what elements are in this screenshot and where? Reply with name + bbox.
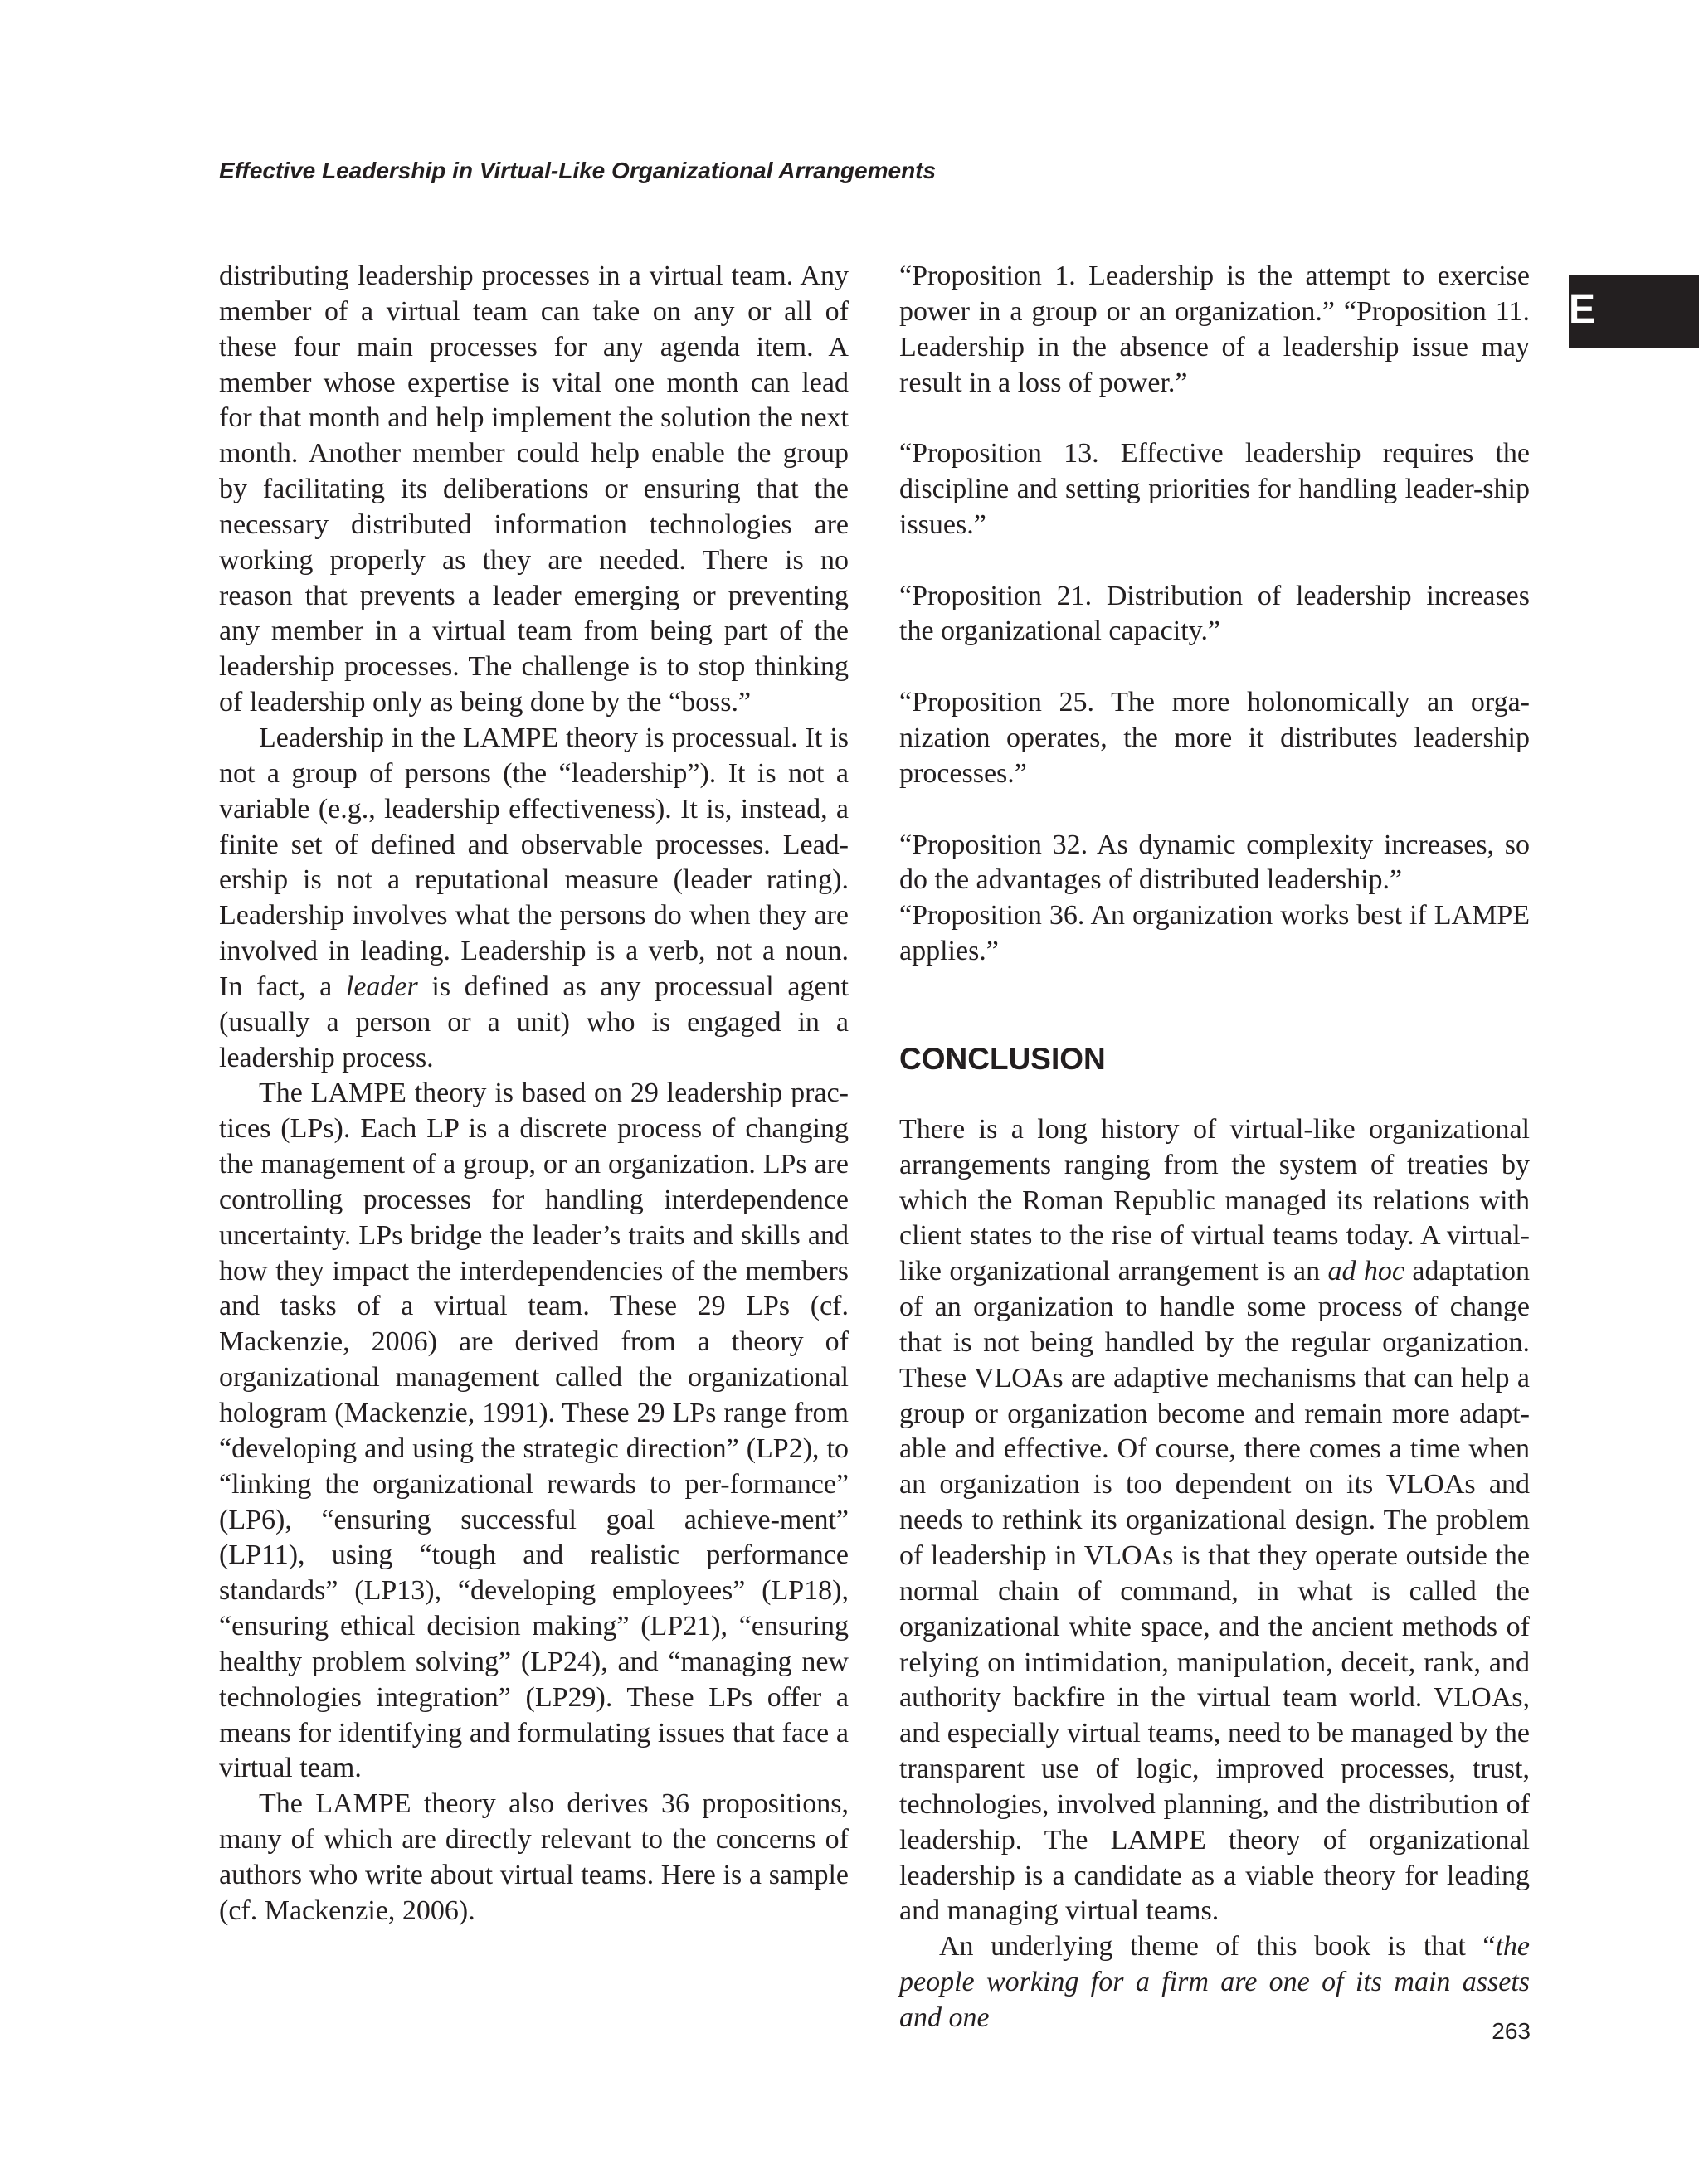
text-run: Leadership in the LAMPE theory is processual. It is not a group of persons (the “leadership”). It is not a variable (e.g., leadership effectiveness). It is, instead, a finite set of defined and observable processes. Lead-ership is not a reputational measure (leader rating). Leadership involves what the persons do when they are involved in leading. Leadership is a verb, not a noun. In fact, a — [219, 722, 849, 1002]
proposition-quote: “Proposition 32. As dynamic complexity increases, so do the advantages of distributed leadership.” — [899, 829, 1530, 896]
italic-quote: the people working for a firm are one of its main assets and one — [899, 1931, 1530, 2033]
section-heading: CONCLUSION — [899, 1041, 1106, 1076]
body-paragraph — [899, 1929, 1530, 2036]
italic-term: leader — [345, 970, 418, 1002]
proposition-quote: “Proposition 36. An organization works best if LAMPE applies.” — [899, 900, 1530, 967]
proposition-quote: “Proposition 13. Effective leadership requires the discipline and setting priorities for handling leader-ship issues.” — [899, 438, 1530, 540]
body-paragraph: The LAMPE theory is based on 29 leadership prac-tices (LPs). Each LP is a discrete process of changing the management of a group, or an organization. LPs are controlling processes for handling interdependence uncertainty. LPs bridge the leader’s traits and skills and how they impact the interdependencies of the members and tasks of a virtual team. These 29 LPs (cf. Mackenzie, 2006) are derived from a theory of organizational management called the organizational hologram (Mackenzie, 1991). These 29 LPs range from “developing and using the strategic direction” (LP2), to “linking the organizational rewards to per-formance” (LP6), “ensuring successful goal achieve-ment” (LP11), using “tough and realistic performance standards” (LP13), “developing employees” (LP18), “ensuring ethical decision making” (LP21), “ensuring healthy problem solving” (LP24), and “managing new technologies integration” (LP29). These LPs offer a means for identifying and formulating issues that face a virtual team. — [219, 1077, 849, 1784]
text-run: There is a long history of virtual-like organizational arrangements ranging from the system of treaties by which the Roman Republic managed its relations with client states to the rise of virtual teams today. A virtual-like organizational arrangement is an — [899, 1113, 1530, 1287]
text-run: adaptation of an organization to handle some process of change that is not being handled by the regular organization. These VLOAs are adaptive mechanisms that can help a group or organization become and remain more adapt-able and effective. Of course, there comes a time when an organization is too dependent on its VLOAs and needs to rethink its organizational design. The problem of leadership in VLOAs is that they operate outside the normal chain of command, in what is called the organizational white space, and the ancient methods of relying on intimidation, manipulation, deceit, rank, and authority backfire in the virtual team world. VLOAs, and especially virtual teams, need to be managed by the transparent use of logic, improved processes, trust, technologies, involved planning, and the distribution of leadership. The LAMPE theory of organizational leadership is a candidate as a viable theory for leading and managing virtual teams. — [899, 1256, 1530, 1927]
section-tab-marker — [1569, 275, 1699, 348]
body-paragraph: distributing leadership processes in a virtual team. Any member of a virtual team can take on any or all of these four main processes for any agenda item. A member whose expertise is vital one month can lead for that month and help implement the solution the next month. Another member could help enable the group by facilitating its deliberations or ensuring that the necessary distributed information technologies are working properly as they are needed. There is no reason that prevents a leader emerging or preventing any member in a virtual team from being part of the leadership processes. The challenge is to stop thinking of leadership only as being done by the “boss.” — [219, 260, 849, 718]
right-column — [899, 259, 1530, 2036]
body-paragraph — [219, 721, 849, 1076]
proposition-quote: “Proposition 1. Leadership is the attempt to exercise power in a group or an organization.” “Proposition 11. Leadership in the absence of a leadership issue may result in a loss of power.” — [899, 260, 1530, 398]
body-paragraph: The LAMPE theory also derives 36 propositions, many of which are directly relevant to the concerns of authors who write about virtual teams. Here is a sample (cf. Mackenzie, 2006). — [219, 1788, 849, 1926]
page-number: 263 — [1492, 2018, 1531, 2044]
text-run: is defined as any processual agent (usually a person or a unit) who is engaged in a leadership process. — [219, 970, 849, 1073]
proposition-quote: “Proposition 25. The more holonomically an orga-nization operates, the more it distributes leadership processes.” — [899, 687, 1530, 789]
running-header: Effective Leadership in Virtual-Like Organizational Arrangements — [219, 158, 937, 183]
section-tab-letter: E — [1569, 288, 1596, 332]
text-run: An underlying theme of this book is that “ — [939, 1931, 1496, 1963]
proposition-quote: “Proposition 21. Distribution of leadership increases the organizational capacity.” — [899, 580, 1530, 647]
left-column — [219, 259, 849, 1929]
body-paragraph — [899, 1112, 1530, 1929]
italic-term: ad hoc — [1327, 1256, 1404, 1287]
